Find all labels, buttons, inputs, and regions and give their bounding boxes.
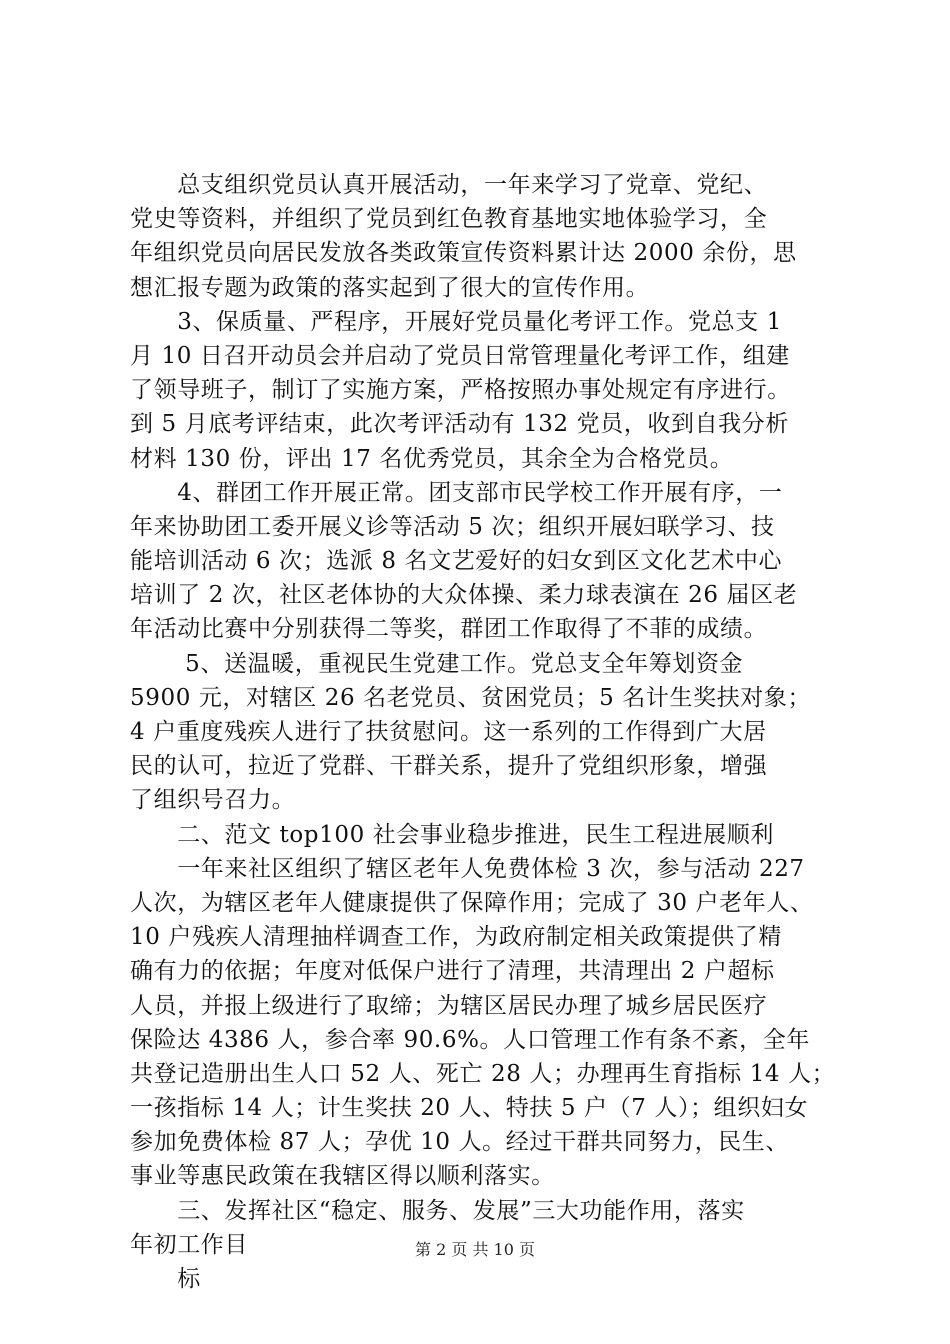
text-line: 到 5 月底考评结束，此次考评活动有 132 党员，收到自我分析 [130, 411, 789, 438]
text-line: 一孩指标 14 人；计生奖扶 20 人、特扶 5 户（7 人）；组织妇女 [130, 1095, 809, 1122]
text-line: 党史等资料，并组织了党员到红色教育基地实地体验学习，全 [130, 206, 768, 233]
section-heading: 年初工作目 [130, 1231, 248, 1258]
text-line: 4 户重度残疾人进行了扶贫慰问。这一系列的工作得到广大居 [130, 719, 767, 745]
section-heading: 标 [130, 1266, 201, 1292]
text-line: 4、群团工作开展正常。团支部市民学校工作开展有序，一 [130, 479, 783, 506]
text-line: 确有力的依据；年度对低保户进行了清理，共清理出 2 户超标 [130, 958, 775, 985]
section-heading: 三、发挥社区“稳定、服务、发展”三大功能作用，落实 [130, 1197, 745, 1224]
text-line: 3、保质量、严程序，开展好党员量化考评工作。党总支 1 [130, 308, 782, 335]
text-line: 培训了 2 次，社区老体协的大众体操、柔力球表演在 26 届区老 [130, 582, 798, 609]
text-line: 年来协助团工委开展义诊等活动 5 次；组织开展妇联学习、技 [130, 513, 775, 540]
section-heading: 二、范文 top100 社会事业稳步推进，民生工程进展顺利 [130, 821, 774, 848]
text-line: 想汇报专题为政策的落实起到了很大的宣传作用。 [130, 274, 650, 301]
text-line: 共登记造册出生人口 52 人、死亡 28 人；办理再生育指标 14 人； [130, 1060, 836, 1087]
text-line: 一年来社区组织了辖区老年人免费体检 3 次，参与活动 227 [130, 855, 805, 882]
text-line: 能培训活动 6 次；选派 8 名文艺爱好的妇女到区文化艺术中心 [130, 548, 783, 575]
text-line: 民的认可，拉近了党群、干群关系，提升了党组织形象，增强 [130, 753, 768, 780]
text-line: 月 10 日召开动员会并启动了党员日常管理量化考评工作，组建 [130, 342, 790, 369]
text-line: 事业等惠民政策在我辖区得以顺利落实。 [130, 1163, 555, 1190]
text-line: 了组织号召力。 [130, 787, 296, 814]
page-number: 第 2 页 共 10 页 [415, 1240, 535, 1259]
text-line: 10 户残疾人清理抽样调查工作，为政府制定相关政策提供了精 [130, 924, 782, 951]
text-line: 年活动比赛中分别获得二等奖，群团工作取得了不菲的成绩。 [130, 616, 768, 643]
text-line: 参加免费体检 87 人；孕优 10 人。经过干群共同努力，民生、 [130, 1129, 789, 1156]
text-line: 了领导班子，制订了实施方案，严格按照办事处规定有序进行。 [130, 377, 791, 404]
text-line: 5、送温暖，重视民生党建工作。党总支全年筹划资金 [130, 650, 744, 677]
text-line: 人员，并报上级进行了取缔；为辖区居民办理了城乡居民医疗 [130, 992, 768, 1019]
text-line: 材料 130 份，评出 17 名优秀党员，其余全为合格党员。 [130, 445, 734, 472]
text-line: 5900 元，对辖区 26 名老党员、贫困党员；5 名计生奖扶对象； [130, 684, 812, 711]
document-body [130, 168, 836, 1296]
text-line: 保险达 4386 人，参合率 90.6%。人口管理工作有条不紊，全年 [130, 1026, 810, 1053]
text-line: 年组织党员向居民发放各类政策宣传资料累计达 2000 余份，思 [130, 240, 797, 267]
text-line: 总支组织党员认真开展活动，一年来学习了党章、党纪、 [130, 172, 768, 198]
page-footer [0, 1240, 950, 1260]
text-line: 人次，为辖区老年人健康提供了保障作用；完成了 30 户老年人、 [130, 889, 814, 916]
